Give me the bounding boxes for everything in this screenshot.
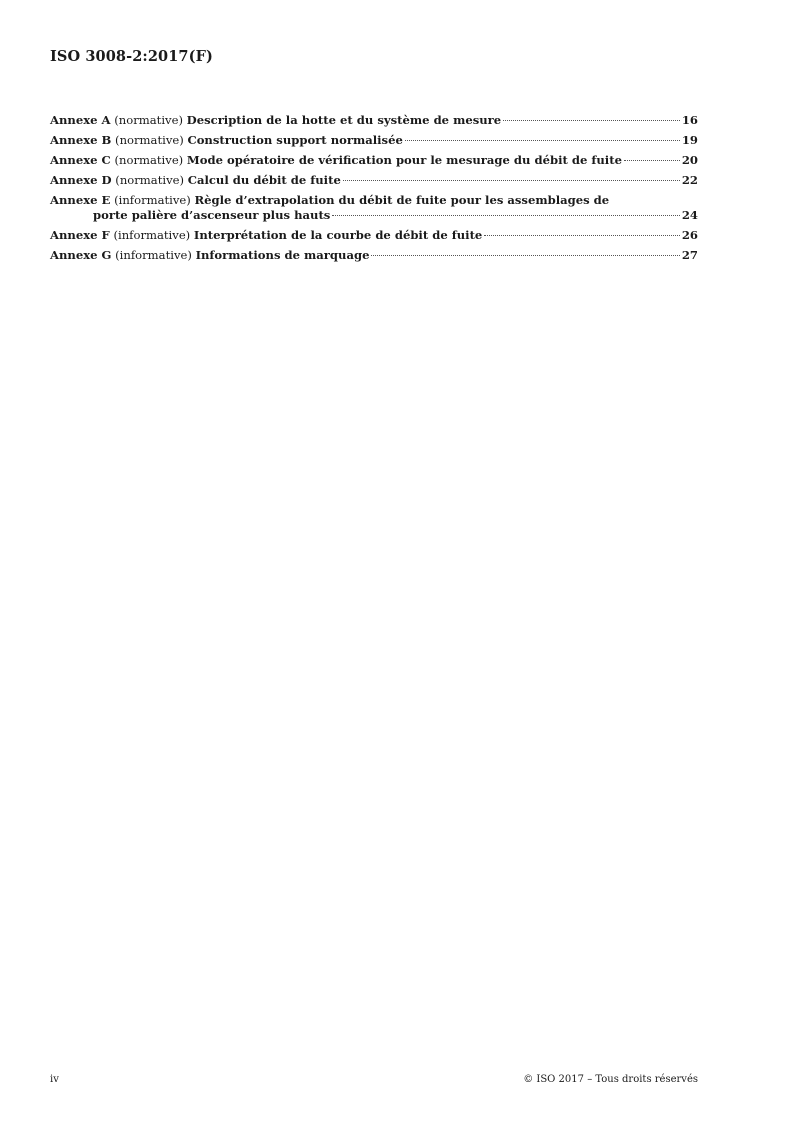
- document-header: ISO 3008-2:2017(F): [50, 48, 213, 65]
- footer-copyright: © ISO 2017 – Tous droits réservés: [523, 1074, 698, 1085]
- annex-label: Annexe F: [50, 228, 110, 242]
- dot-leader: [343, 180, 680, 181]
- annex-type: (informative): [114, 193, 191, 207]
- annex-label: Annexe D: [50, 173, 112, 187]
- annex-type: (normative): [115, 133, 184, 147]
- annex-title: Construction support normalisée: [187, 133, 403, 147]
- dot-leader: [503, 120, 680, 121]
- annex-title: Informations de marquage: [195, 248, 370, 262]
- annex-type: (informative): [113, 228, 191, 242]
- page-number: 16: [681, 113, 698, 127]
- annex-title-continuation: porte palière d’ascenseur plus hauts: [93, 208, 331, 222]
- annex-type: (informative): [115, 248, 192, 262]
- annex-label: Annexe A: [50, 113, 111, 127]
- annex-type: (normative): [115, 173, 185, 187]
- toc-entry-annex-f[interactable]: [50, 228, 698, 243]
- annex-type: (normative): [114, 153, 184, 167]
- page-number: 26: [681, 228, 698, 242]
- page-footer: [50, 1074, 698, 1085]
- dot-leader: [332, 215, 680, 216]
- page-number: 19: [681, 133, 698, 147]
- annex-title: Mode opératoire de vérification pour le mesurage du débit de fuite: [186, 153, 622, 167]
- toc-entry-annex-e[interactable]: [50, 193, 698, 223]
- dot-leader: [624, 160, 680, 161]
- annex-title: Description de la hotte et du système de mesure: [186, 113, 502, 127]
- toc-entry-annex-b[interactable]: [50, 133, 698, 148]
- page-number: 20: [681, 153, 698, 167]
- toc-entry-annex-a[interactable]: [50, 113, 698, 128]
- dot-leader: [405, 140, 680, 141]
- toc-entry-annex-g[interactable]: [50, 248, 698, 263]
- page-number: 22: [681, 173, 698, 187]
- annex-type: (normative): [114, 113, 183, 127]
- page-number: 27: [681, 248, 698, 262]
- annex-label: Annexe G: [50, 248, 112, 262]
- toc-entry-annex-d[interactable]: [50, 173, 698, 188]
- page-number: 24: [681, 208, 698, 222]
- table-of-contents: [50, 113, 698, 268]
- annex-title: Calcul du débit de fuite: [187, 173, 341, 187]
- annex-label: Annexe B: [50, 133, 112, 147]
- annex-title: Règle d’extrapolation du débit de fuite pour les assemblages de: [194, 193, 610, 207]
- annex-title: Interprétation de la courbe de débit de fuite: [193, 228, 483, 242]
- dot-leader: [484, 235, 680, 236]
- dot-leader: [371, 255, 679, 256]
- toc-entry-annex-c[interactable]: [50, 153, 698, 168]
- annex-label: Annexe C: [50, 153, 111, 167]
- annex-label: Annexe E: [50, 193, 111, 207]
- footer-page-number: iv: [50, 1074, 59, 1085]
